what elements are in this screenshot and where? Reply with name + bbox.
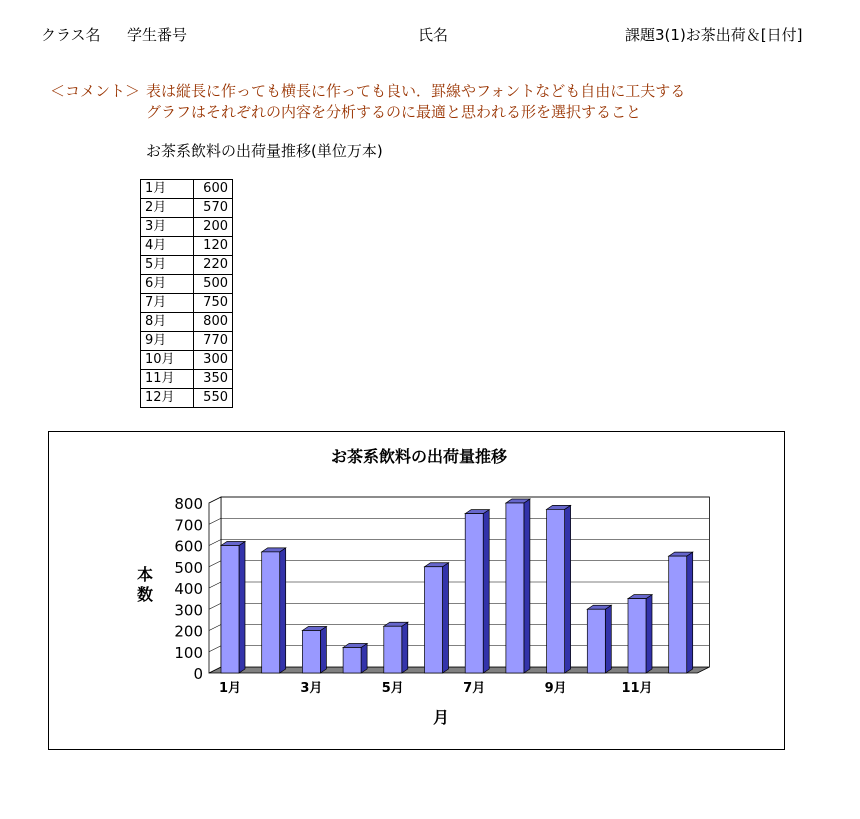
bar-5月: [384, 622, 408, 673]
chart-container: [48, 431, 785, 750]
month-cell: 1月: [141, 180, 194, 199]
month-cell: 6月: [141, 275, 194, 294]
x-tick-label: 1月: [218, 681, 242, 696]
bar-front: [628, 599, 646, 673]
bar-4月: [343, 644, 367, 674]
bar-6月: [425, 563, 449, 673]
value-cell: 800: [194, 313, 233, 332]
table-row: [141, 370, 233, 389]
chart-title: お茶系飲料の出荷量推移: [330, 447, 508, 466]
table-row: [141, 218, 233, 237]
table-row: [141, 351, 233, 370]
bar-side: [646, 595, 652, 673]
shipment-table: [140, 179, 233, 408]
value-cell: 550: [194, 389, 233, 408]
bar-side: [402, 622, 408, 673]
month-cell: 11月: [141, 370, 194, 389]
y-tick-label: 200: [174, 622, 203, 641]
table-row: [141, 180, 233, 199]
month-cell: 10月: [141, 351, 194, 370]
bar-side: [483, 510, 489, 673]
x-tick-label: 3月: [300, 681, 323, 696]
bar-side: [524, 499, 530, 673]
table-row: [141, 313, 233, 332]
bar-11月: [628, 595, 652, 673]
x-axis-label: 月: [432, 708, 450, 727]
bar-front: [669, 556, 687, 673]
x-tick-label: 5月: [381, 681, 404, 696]
month-cell: 4月: [141, 237, 194, 256]
student-number-label: 学生番号: [127, 26, 188, 44]
bar-side: [239, 542, 245, 674]
y-tick-label: 100: [174, 643, 203, 662]
table-row: [141, 237, 233, 256]
table-title: お茶系飲料の出荷量推移(単位万本): [146, 142, 383, 160]
value-cell: 600: [194, 180, 233, 199]
table-row: [141, 389, 233, 408]
value-cell: 750: [194, 294, 233, 313]
bar-8月: [506, 499, 530, 673]
value-cell: 200: [194, 218, 233, 237]
bar-front: [465, 514, 483, 673]
bar-front: [221, 546, 239, 674]
bar-side: [361, 644, 367, 674]
value-cell: 220: [194, 256, 233, 275]
y-tick-label: 700: [174, 516, 203, 535]
class-name-label: クラス名: [41, 26, 101, 44]
comment-line-2: グラフはそれぞれの内容を分析するのに最適と思われる形を選択すること: [146, 103, 642, 121]
y-tick-label: 400: [174, 580, 203, 598]
bar-side: [605, 605, 611, 673]
bar-front: [384, 626, 402, 673]
bar-2月: [262, 548, 286, 673]
value-cell: 500: [194, 275, 233, 294]
bar-front: [425, 567, 443, 673]
month-cell: 8月: [141, 313, 194, 332]
bar-12月: [669, 552, 693, 673]
table-row: [141, 256, 233, 275]
assignment-title: 課題3(1)お茶出荷＆[日付]: [625, 26, 803, 44]
bar-10月: [587, 605, 611, 673]
y-tick-label: 0: [193, 665, 203, 683]
month-cell: 12月: [141, 389, 194, 408]
y-tick-label: 600: [174, 537, 203, 556]
bar-front: [343, 648, 361, 674]
bar-front: [587, 609, 605, 673]
x-tick-label: 9月: [544, 681, 567, 696]
month-cell: 9月: [141, 332, 194, 351]
comment-prefix: ＜コメント＞: [50, 82, 141, 100]
bar-side: [320, 627, 326, 674]
bar-front: [262, 552, 280, 673]
value-cell: 770: [194, 332, 233, 351]
value-cell: 570: [194, 199, 233, 218]
x-tick-label: 11月: [621, 681, 653, 696]
bar-front: [302, 631, 320, 674]
y-tick-label: 300: [174, 601, 203, 620]
table-row: [141, 332, 233, 351]
bar-9月: [547, 505, 571, 673]
table-row: [141, 275, 233, 294]
bar-3月: [302, 627, 326, 674]
value-cell: 120: [194, 237, 233, 256]
month-cell: 5月: [141, 256, 194, 275]
bar-1月: [221, 542, 245, 674]
bar-side: [565, 505, 571, 673]
value-cell: 300: [194, 351, 233, 370]
month-cell: 7月: [141, 294, 194, 313]
bar-front: [547, 509, 565, 673]
y-tick-label: 800: [174, 495, 203, 513]
bar-7月: [465, 510, 489, 673]
bar-side: [443, 563, 449, 673]
month-cell: 3月: [141, 218, 194, 237]
comment-line-1: 表は縦長に作っても横長に作っても良い．罫線やフォントなども自由に工夫する: [146, 82, 686, 100]
table-row: [141, 199, 233, 218]
x-tick-label: 7月: [463, 681, 486, 696]
bar-side: [687, 552, 693, 673]
y-axis-label: 本数: [136, 565, 154, 604]
bar-front: [506, 503, 524, 673]
name-label: 氏名: [418, 26, 449, 44]
shipment-chart: [49, 432, 784, 749]
month-cell: 2月: [141, 199, 194, 218]
table-row: [141, 294, 233, 313]
bar-side: [280, 548, 286, 673]
value-cell: 350: [194, 370, 233, 389]
y-tick-label: 500: [174, 558, 203, 577]
